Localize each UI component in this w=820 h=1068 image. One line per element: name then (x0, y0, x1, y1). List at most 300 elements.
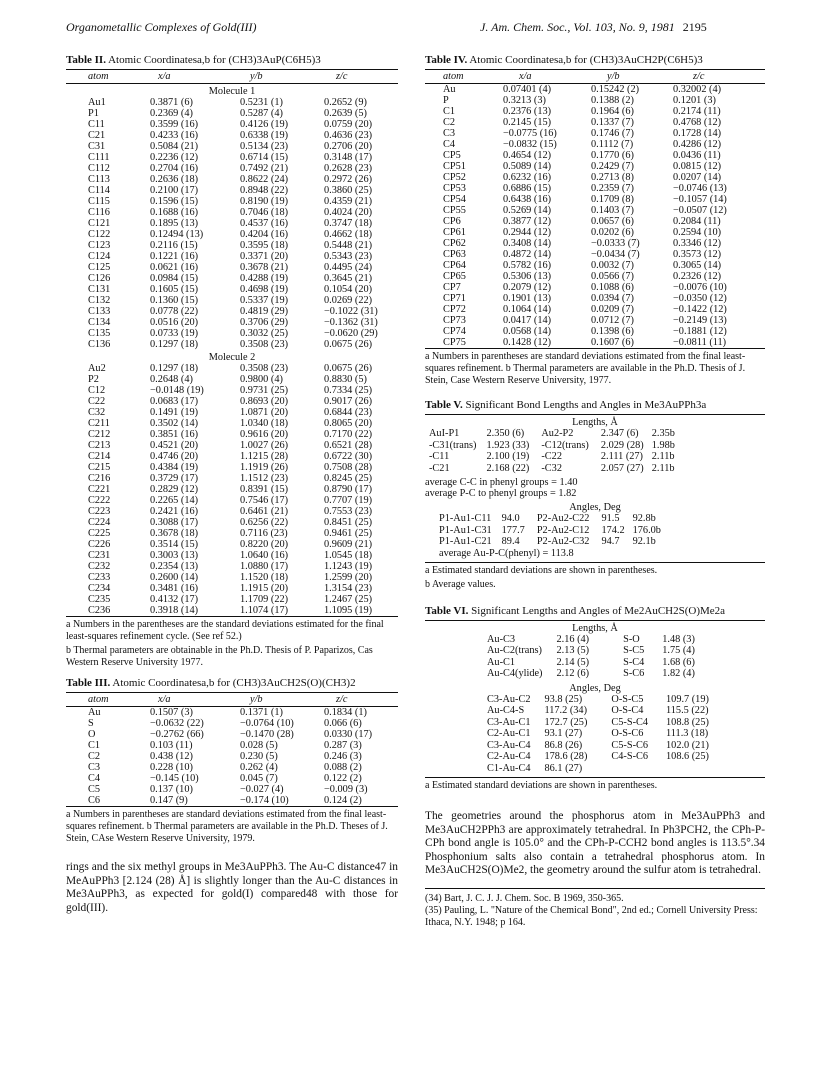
table-row (425, 293, 765, 304)
table-cell: 0.0209 (7) (591, 304, 634, 315)
table2-body (66, 84, 398, 617)
table-cell: C124 (88, 251, 111, 262)
table-cell: 0.2079 (12) (503, 282, 552, 293)
table-cell: 0.4126 (19) (240, 119, 289, 130)
table-cell: 0.0269 (22) (324, 295, 373, 306)
table-row (66, 295, 398, 306)
table6-angles (487, 694, 713, 775)
table-cell: −0.009 (3) (324, 784, 368, 795)
table5-caption: Table V. Significant Bond Lengths and Angles in Me3AuPPh3a (425, 399, 707, 411)
table-cell: -C22 (541, 451, 562, 462)
table-cell: 0.3871 (6) (150, 97, 193, 108)
table-cell: 0.8790 (17) (324, 484, 373, 495)
table-cell: C5-S-C6 (611, 739, 649, 751)
table-cell: O-S-C5 (611, 693, 644, 705)
table-cell: 0.3706 (29) (240, 317, 289, 328)
table-cell: 0.2376 (13) (503, 106, 552, 117)
table-row (66, 385, 398, 396)
table-cell: 0.5306 (13) (503, 271, 552, 282)
table-cell: 0.4819 (29) (240, 306, 289, 317)
table-cell: 0.0436 (11) (673, 150, 721, 161)
table-row (66, 317, 398, 328)
table-cell: 0.1770 (6) (591, 150, 634, 161)
table-cell: -C32 (541, 462, 562, 474)
table-cell: 0.2706 (20) (324, 141, 373, 152)
table-cell: 0.2116 (15) (150, 240, 198, 251)
table-cell: 0.07401 (4) (503, 84, 552, 95)
table-row (66, 773, 398, 784)
table3 (66, 692, 398, 807)
table-row (425, 315, 765, 326)
table-cell: 0.2369 (4) (150, 108, 193, 119)
table-cell: 0.122 (2) (324, 773, 362, 784)
table-cell: −0.1881 (12) (673, 326, 727, 337)
table3-header (66, 693, 398, 707)
table-cell: 0.5337 (19) (240, 295, 289, 306)
table-row (66, 707, 398, 719)
table-row (66, 473, 398, 484)
table5-footnote-a: a Estimated standard deviations are shown in parentheses. (425, 564, 658, 576)
table-cell: CP74 (443, 326, 466, 337)
table-cell: 2.057 (27) (600, 462, 644, 474)
table-cell: −0.1362 (31) (324, 317, 378, 328)
table-cell: 0.0568 (14) (503, 326, 552, 337)
table-cell: C224 (88, 517, 111, 528)
table-cell: 0.9800 (4) (240, 374, 283, 385)
table-cell: 0.7116 (23) (240, 528, 288, 539)
table-row (66, 484, 398, 495)
table-row (66, 108, 398, 119)
table-cell: 0.2100 (17) (150, 185, 199, 196)
table3-caption: Table III. Atomic Coordinatesa,b for (CH3)3AuCH2S(O)(CH3)2 (66, 677, 356, 689)
table-cell: P2 (88, 374, 99, 385)
molecule-heading-row (66, 350, 398, 363)
table-cell: 0.1607 (6) (577, 337, 663, 349)
table-cell: 0.3213 (3) (503, 95, 546, 106)
table6-footnote: a Estimated standard deviations are shown in parentheses. (425, 780, 658, 791)
table6-angles-heading: Angles, Deg (569, 682, 621, 694)
table-cell: CP53 (443, 183, 466, 194)
table-cell: CP65 (443, 271, 466, 282)
table-cell: 0.9609 (21) (324, 539, 373, 550)
table3-body (66, 707, 398, 807)
table-cell: 108.8 (25) (666, 716, 709, 728)
table-cell: −0.174 (10) (226, 795, 316, 807)
table-cell: −0.0076 (10) (673, 282, 727, 293)
table-row (66, 440, 398, 451)
table-cell: 0.9616 (20) (240, 429, 289, 440)
col-header: atom (66, 693, 144, 707)
table5-average-cc: average C-C in phenyl groups = 1.40 (425, 477, 578, 488)
table-row (66, 262, 398, 273)
table-cell: 0.1221 (16) (150, 251, 199, 262)
table-cell: CP73 (443, 315, 466, 326)
table-cell: 0.1064 (14) (503, 304, 552, 315)
table-row (425, 183, 765, 194)
table-cell: 102.0 (21) (666, 739, 709, 751)
table-cell: CP75 (425, 337, 495, 349)
table-row (487, 740, 713, 752)
table-cell: −0.0350 (12) (673, 293, 727, 304)
table-row (66, 539, 398, 550)
table-cell: 0.5343 (23) (324, 251, 373, 262)
table-row (66, 130, 398, 141)
table-cell: 0.2713 (8) (591, 172, 634, 183)
table2-caption: Table II. Atomic Coordinatesa,b for (CH3)3AuP(C6H5)3 (66, 54, 321, 66)
table-cell: 0.4359 (21) (324, 196, 373, 207)
table-cell: 0.0815 (12) (673, 161, 722, 172)
table-cell: C222 (88, 495, 111, 506)
table-cell: P2-Au2-C22 (536, 513, 590, 524)
table-cell: 1.1512 (23) (240, 473, 289, 484)
table-cell: 0.028 (5) (240, 740, 278, 751)
col-header: z/c (316, 70, 398, 84)
table-row (487, 668, 699, 680)
table-cell: Au (88, 707, 101, 718)
table-row (66, 119, 398, 130)
table-cell: 89.4 (501, 536, 520, 547)
table-cell: 0.2652 (9) (324, 97, 367, 108)
table-cell: Au2-P2 (541, 428, 574, 439)
table-cell: 0.4872 (14) (503, 249, 552, 260)
table-cell: 2.168 (22) (486, 462, 530, 474)
table-cell: 0.3408 (14) (503, 238, 552, 249)
running-header-left: Organometallic Complexes of Gold(III) (66, 20, 257, 34)
table-cell: CP64 (443, 260, 466, 271)
table-cell: -C21 (429, 462, 450, 474)
table-cell: C216 (88, 473, 111, 484)
table-cell: 0.1054 (20) (324, 284, 373, 295)
table-cell: 0.2265 (14) (150, 495, 199, 506)
table-cell: 0.4286 (12) (673, 139, 722, 150)
table-cell: 0.0712 (7) (591, 315, 634, 326)
reference-item: (34) Bart, J. C. J. J. Chem. Soc. B 1969, 350-365. (425, 892, 624, 904)
table-cell: 1.82 (4) (662, 668, 695, 679)
table-row (66, 550, 398, 561)
table-cell: C213 (88, 440, 111, 451)
table-row (429, 440, 679, 452)
table-cell: C1 (88, 740, 101, 751)
table-cell: −0.027 (4) (240, 784, 284, 795)
table-cell: C2 (88, 751, 101, 762)
table-cell: 0.2236 (12) (150, 152, 199, 163)
table-cell: C221 (88, 484, 111, 495)
table-cell: C1 (443, 106, 456, 117)
right-column (425, 52, 765, 929)
table-row (429, 451, 679, 463)
col-header: z/c (663, 70, 765, 84)
table-cell: 0.8065 (20) (324, 418, 373, 429)
table-cell: Au-C2(trans) (487, 645, 542, 656)
table-cell: 1.1243 (19) (324, 561, 373, 572)
table-cell: 0.7492 (21) (240, 163, 289, 174)
table-cell: 94.0 (501, 513, 520, 524)
col-header: y/b (226, 693, 316, 707)
table-cell: 0.2421 (16) (150, 506, 199, 517)
table-row (425, 106, 765, 117)
table-cell: S (88, 718, 94, 729)
table-row (66, 784, 398, 795)
table-cell: 1.48 (3) (662, 633, 695, 645)
table-cell: 0.6714 (15) (240, 152, 289, 163)
table-cell: 0.2829 (12) (150, 484, 199, 495)
table2-footnote-b: b Thermal parameters are obtainable in the Ph.D. Thesis of P. Paparizos, Cas Western Reserve University 1977. (66, 645, 373, 668)
table-cell: 0.1605 (15) (150, 284, 199, 295)
table-cell: C112 (88, 163, 110, 174)
table-cell: C2 (443, 117, 456, 128)
table2 (66, 69, 398, 617)
table-cell: C121 (88, 218, 111, 229)
table-cell: Au1 (88, 97, 106, 108)
table-cell: 0.4662 (18) (324, 229, 373, 240)
table-cell: −0.1022 (31) (324, 306, 378, 317)
table-cell: 0.4132 (17) (150, 594, 199, 605)
table-cell: 0.2944 (12) (503, 227, 552, 238)
table-row (66, 517, 398, 528)
table-cell: 0.8693 (20) (240, 396, 289, 407)
table-cell: 0.3346 (12) (673, 238, 722, 249)
table-cell: 0.2354 (13) (150, 561, 199, 572)
table-row (66, 141, 398, 152)
left-column (66, 52, 398, 915)
table-cell: 0.1964 (6) (591, 106, 634, 117)
table-cell: C3 (88, 762, 101, 773)
table-cell: P1-Au1-C21 (439, 536, 492, 547)
table-cell: 0.1895 (13) (150, 218, 199, 229)
table-row (66, 185, 398, 196)
table-row (425, 95, 765, 106)
table-cell: 0.5084 (21) (150, 141, 199, 152)
table-cell: 1.1919 (26) (240, 462, 289, 473)
table-cell: 0.2628 (23) (324, 163, 373, 174)
table-cell: C134 (88, 317, 111, 328)
table-cell: −0.0746 (13) (673, 183, 727, 194)
table-cell: 0.5231 (1) (240, 97, 283, 108)
table-cell: 0.6461 (21) (240, 506, 289, 517)
table-cell: 0.3065 (14) (673, 260, 722, 271)
table-cell: 0.147 (9) (144, 795, 226, 807)
table-cell: 0.6438 (16) (503, 194, 552, 205)
table-cell: 0.3747 (18) (324, 218, 373, 229)
table-row (425, 128, 765, 139)
table-cell: -C11 (429, 451, 450, 462)
table-cell: C226 (88, 539, 111, 550)
table-cell: 0.8220 (20) (240, 539, 289, 550)
references (425, 888, 765, 929)
table-cell: CP6 (443, 216, 461, 227)
table-row (425, 271, 765, 282)
table-cell: C122 (88, 229, 111, 240)
table-row (66, 729, 398, 740)
table-row (425, 194, 765, 205)
table-row (487, 705, 713, 717)
table-cell: 0.1688 (16) (150, 207, 199, 218)
table-cell: CP54 (443, 194, 466, 205)
table-cell: 0.066 (6) (324, 718, 362, 729)
table-cell: 0.137 (10) (150, 784, 193, 795)
table-cell: 0.6886 (15) (503, 183, 552, 194)
table4-body (425, 84, 765, 349)
table-cell: 0.2326 (12) (673, 271, 722, 282)
table-cell: AuI-P1 (429, 428, 460, 439)
table-cell: 0.287 (3) (324, 740, 362, 751)
table-cell: 0.045 (7) (240, 773, 278, 784)
table-cell: 0.3877 (12) (503, 216, 552, 227)
table-cell: 0.5134 (23) (240, 141, 289, 152)
table-cell: 2.111 (27) (600, 451, 643, 462)
table-cell: Au-C3 (487, 633, 516, 645)
table-cell: 0.124 (2) (316, 795, 398, 807)
table-row (66, 240, 398, 251)
table6-caption: Table VI. Significant Lengths and Angles of Me2AuCH2S(O)Me2a (425, 604, 726, 617)
table-cell: −0.2149 (13) (673, 315, 727, 326)
table-cell: 0.8391 (15) (240, 484, 289, 495)
table-cell: −0.0764 (10) (240, 718, 294, 729)
table-cell: 0.1403 (7) (591, 205, 634, 216)
table-cell: 0.3860 (25) (324, 185, 373, 196)
col-header: atom (66, 70, 144, 84)
table-cell: C236 (66, 605, 144, 617)
table-cell: 0.8948 (22) (240, 185, 289, 196)
table-row (425, 227, 765, 238)
table-cell: 93.8 (25) (544, 693, 583, 705)
table-cell: C5 (88, 784, 101, 795)
table-row (66, 251, 398, 262)
table-row (66, 218, 398, 229)
table-cell: 0.3148 (17) (324, 152, 373, 163)
table-row (66, 451, 398, 462)
table-cell: S-C6 (623, 668, 645, 679)
table-cell: 0.0984 (15) (150, 273, 199, 284)
table-cell: 0.1371 (1) (240, 707, 283, 718)
table-cell: 0.4746 (20) (150, 451, 199, 462)
table-cell: 92.1b (632, 536, 656, 547)
table-cell: 1.1915 (20) (240, 583, 289, 594)
page-number: 2195 (682, 20, 707, 34)
table-row (487, 763, 713, 775)
table-row (66, 495, 398, 506)
table-cell: 0.0330 (17) (324, 729, 373, 740)
table-cell: P (443, 95, 449, 106)
table-row (66, 407, 398, 418)
table-cell: 178.6 (28) (544, 751, 588, 762)
table-row (66, 594, 398, 605)
table-cell: 0.3678 (18) (150, 528, 199, 539)
table-cell: P2-Au2-C12 (536, 524, 590, 536)
table-cell: 0.0759 (20) (324, 119, 373, 130)
table-cell: 1.0027 (26) (240, 440, 289, 451)
table-cell: 2.35b (651, 428, 675, 439)
table-cell: −0.0434 (7) (591, 249, 640, 260)
table-row (66, 339, 398, 350)
table-cell: 2.100 (19) (486, 451, 530, 462)
table-cell: 92.8b (632, 513, 656, 524)
table-cell: C131 (88, 284, 111, 295)
table-row (425, 304, 765, 315)
table-cell: CP55 (443, 205, 466, 216)
table-cell: 0.6844 (23) (324, 407, 373, 418)
table-row (66, 328, 398, 339)
table-cell: 0.088 (2) (324, 762, 362, 773)
table6 (425, 620, 765, 779)
table-row (425, 172, 765, 183)
table-row (487, 645, 699, 657)
table-cell: 0.8190 (19) (240, 196, 289, 207)
table-cell: C2-Au-C1 (487, 728, 531, 739)
table-cell: 0.1337 (7) (591, 117, 634, 128)
table-cell: P1-Au1-C11 (439, 513, 492, 524)
table-row (487, 728, 713, 740)
table-cell: C6 (66, 795, 144, 807)
table-cell: 0.4024 (20) (324, 207, 373, 218)
reference-item: (35) Pauling, L. "Nature of the Chemical Bond", 2nd ed.; Cornell University Press: Ithaca, N.Y. 1948; p 164. (425, 904, 758, 928)
table-cell: C31 (88, 141, 106, 152)
table-cell: 2.14 (5) (556, 656, 590, 668)
table-cell: C133 (88, 306, 111, 317)
table-cell: Au (443, 84, 456, 95)
table-cell: 0.7553 (23) (324, 506, 373, 517)
table-row (66, 97, 398, 108)
table-cell: 1.0880 (17) (240, 561, 289, 572)
table-row (66, 751, 398, 762)
table-cell: C233 (88, 572, 111, 583)
table-cell: 117.2 (34) (544, 705, 587, 716)
table-cell: C3 (443, 128, 456, 139)
table-cell: 0.3595 (18) (240, 240, 289, 251)
table-cell: C3-Au-C1 (487, 716, 531, 728)
table-row (425, 249, 765, 260)
table-cell: 0.1398 (6) (591, 326, 634, 337)
table-cell: 0.1297 (18) (150, 339, 199, 350)
table-cell: 0.4768 (12) (673, 117, 722, 128)
table-cell: Au-C4(ylide) (487, 668, 543, 679)
table-row (425, 238, 765, 249)
table-row (66, 207, 398, 218)
table-row (66, 429, 398, 440)
table-cell: C3-Au-C2 (487, 693, 531, 705)
table-cell: C235 (88, 594, 111, 605)
col-header: y/b (226, 70, 316, 84)
table-row (425, 282, 765, 293)
table-cell: C5-S-C4 (611, 716, 649, 728)
table-row (66, 506, 398, 517)
table-cell: C223 (88, 506, 111, 517)
table-cell: 0.262 (4) (240, 762, 278, 773)
molecule-heading: Molecule 2 (208, 352, 256, 363)
table-cell: 0.1112 (7) (591, 139, 634, 150)
table-cell: 0.0778 (22) (150, 306, 199, 317)
table-cell: 1.68 (6) (662, 656, 695, 668)
table-row (66, 396, 398, 407)
table-row (66, 583, 398, 594)
table-cell: 0.438 (12) (150, 751, 193, 762)
col-header: z/c (316, 693, 398, 707)
table-row (66, 306, 398, 317)
table5-footnote-b: b Average values. (425, 578, 496, 590)
table-cell: 0.228 (10) (150, 762, 193, 773)
table4-header (425, 70, 765, 84)
table-cell: C232 (88, 561, 111, 572)
table-cell: CP72 (443, 304, 466, 315)
table-cell: 0.9017 (26) (324, 396, 373, 407)
table-cell: 0.3508 (23) (240, 339, 289, 350)
table-cell: −0.0333 (7) (591, 238, 640, 249)
table-cell: 0.5089 (14) (503, 161, 552, 172)
table-cell: C126 (88, 273, 111, 284)
table-cell: C136 (88, 339, 111, 350)
table-cell: C2-Au-C4 (487, 751, 531, 762)
table-row (66, 363, 398, 374)
